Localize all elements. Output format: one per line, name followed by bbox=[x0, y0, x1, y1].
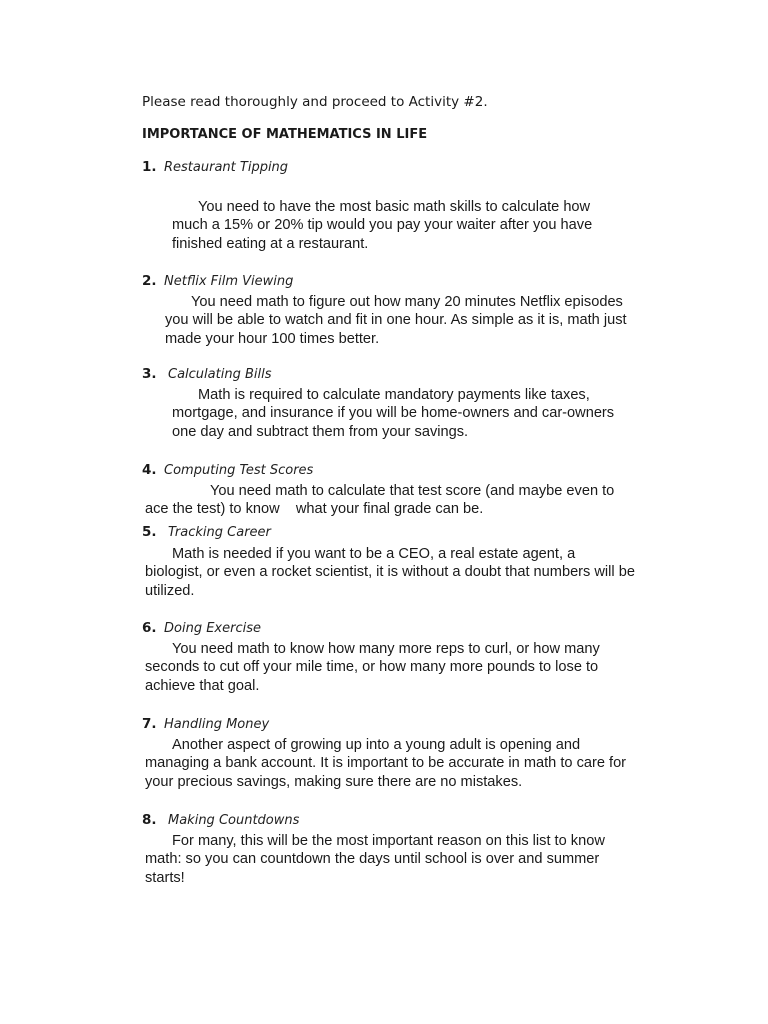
item-title: Doing Exercise bbox=[164, 621, 261, 636]
item-title: Making Countdowns bbox=[168, 813, 300, 828]
body-line: one day and subtract them from your savings. bbox=[172, 423, 469, 440]
body-line: biologist, or even a rocket scientist, it is without a doubt that numbers will be bbox=[145, 564, 635, 581]
item-number: 6. bbox=[142, 620, 157, 636]
body-line: your precious savings, making sure there are no mistakes. bbox=[145, 773, 523, 790]
list-item-body-6 bbox=[145, 640, 600, 695]
body-line: seconds to cut off your mile time, or how many more pounds to lose to bbox=[145, 659, 599, 676]
body-line: You need math to know how many more reps to curl, or how many bbox=[172, 641, 600, 657]
list-item-heading-3 bbox=[142, 365, 271, 383]
item-title: Handling Money bbox=[164, 717, 270, 732]
body-line: Math is needed if you want to be a CEO, a real estate agent, a bbox=[172, 546, 576, 562]
list-item-body-4 bbox=[145, 482, 614, 519]
item-title: Tracking Career bbox=[168, 525, 271, 540]
list-item-body-8 bbox=[145, 832, 605, 887]
body-line: Another aspect of growing up into a young adult is opening and bbox=[172, 737, 581, 753]
item-number: 5. bbox=[142, 524, 157, 540]
list-item-heading-5 bbox=[142, 523, 271, 541]
list-item-heading-8 bbox=[142, 811, 299, 829]
body-line: managing a bank account. It is important to be accurate in math to care for bbox=[145, 755, 627, 772]
body-line: You need math to calculate that test score (and maybe even to bbox=[210, 483, 615, 499]
list-item-body-5 bbox=[145, 545, 635, 600]
body-line: You need math to figure out how many 20 minutes Netflix episodes bbox=[191, 294, 623, 310]
body-line: you will be able to watch and fit in one hour. As simple as it is, math just bbox=[165, 312, 627, 329]
body-line: much a 15% or 20% tip would you pay your waiter after you have bbox=[172, 217, 593, 234]
body-line: mortgage, and insurance if you will be home-owners and car-owners bbox=[172, 405, 615, 422]
list-item-heading-6 bbox=[142, 619, 261, 637]
body-line: math: so you can countdown the days until school is over and summer bbox=[145, 851, 600, 868]
item-number: 7. bbox=[142, 716, 157, 732]
list-item-heading-7 bbox=[142, 715, 269, 733]
body-line: finished eating at a restaurant. bbox=[172, 235, 369, 252]
body-line: You need to have the most basic math skills to calculate how bbox=[198, 199, 591, 215]
body-line: Math is required to calculate mandatory payments like taxes, bbox=[198, 387, 590, 403]
list-item-heading-2 bbox=[142, 272, 293, 290]
item-title: Calculating Bills bbox=[168, 367, 272, 382]
item-title: Restaurant Tipping bbox=[164, 160, 289, 175]
intro-text: Please read thoroughly and proceed to Activity #2. bbox=[142, 94, 488, 110]
item-number: 2. bbox=[142, 273, 157, 289]
page-title: IMPORTANCE OF MATHEMATICS IN LIFE bbox=[142, 127, 428, 142]
list-item-heading-4 bbox=[142, 461, 313, 479]
item-number: 1. bbox=[142, 159, 157, 175]
item-number: 8. bbox=[142, 812, 157, 828]
list-item-body-2 bbox=[165, 293, 627, 348]
item-number: 3. bbox=[142, 366, 157, 382]
list-item-body-1 bbox=[172, 198, 592, 253]
list-item-heading-1 bbox=[142, 158, 288, 176]
body-line: utilized. bbox=[145, 582, 195, 599]
body-line: starts! bbox=[145, 869, 185, 886]
item-title: Netflix Film Viewing bbox=[164, 274, 294, 289]
list-item-body-7 bbox=[145, 736, 626, 791]
body-line: ace the test) to know what your final grade can be. bbox=[145, 501, 484, 518]
list-item-body-3 bbox=[172, 386, 614, 441]
item-title: Computing Test Scores bbox=[164, 463, 314, 478]
item-number: 4. bbox=[142, 462, 157, 478]
body-line: For many, this will be the most important reason on this list to know bbox=[172, 833, 605, 849]
body-line: made your hour 100 times better. bbox=[165, 330, 380, 347]
body-line: achieve that goal. bbox=[145, 677, 260, 694]
